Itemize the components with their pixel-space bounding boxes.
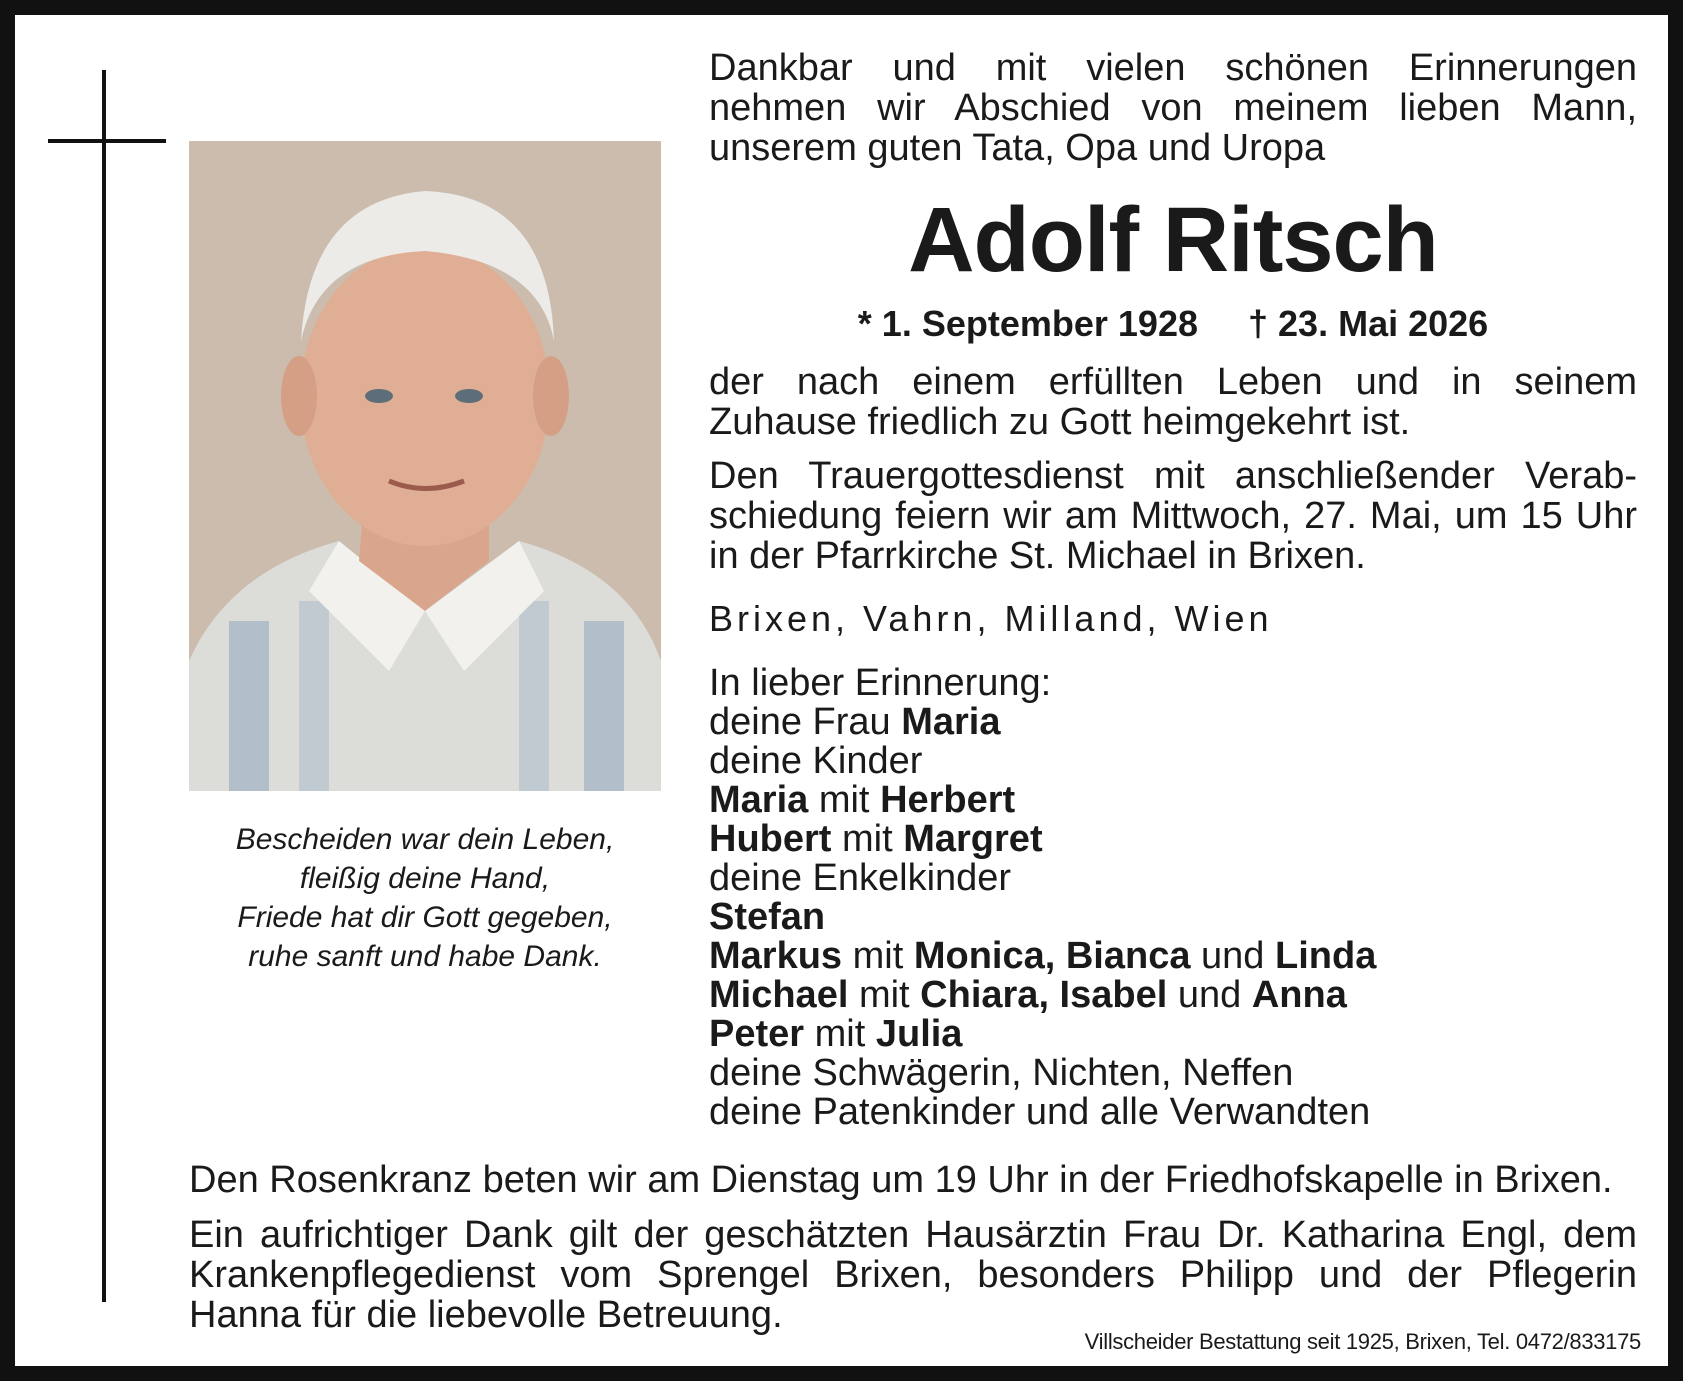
family-row: Hubert mit Margret (709, 818, 1043, 860)
passing-paragraph (709, 362, 1637, 442)
intro-line: unserem guten Tata, Opa und Uropa (709, 127, 1326, 169)
death-date: † 23. Mai 2026 (1248, 303, 1489, 344)
passing-line: der nach einem erfüllten Leben und in seinem (709, 361, 1637, 403)
verse-line: ruhe sanft und habe Dank. (248, 940, 602, 973)
thanks-line: Krankenpflegedienst vom Sprengel Brixen, besonders Philipp und der Pflegerin (189, 1254, 1637, 1296)
family-row: deine Enkelkinder (709, 857, 1012, 899)
passing-line: Zuhause friedlich zu Gott heimgekehrt ist. (709, 401, 1411, 443)
thanks-line: Hanna für die liebevolle Betreuung. (189, 1294, 783, 1336)
intro-paragraph (709, 48, 1637, 168)
life-dates (709, 302, 1637, 346)
family-row: deine Patenkinder und alle Verwandten (709, 1091, 1371, 1133)
family-row: deine Frau Maria (709, 701, 1001, 743)
service-line: in der Pfarrkirche St. Michael in Brixen. (709, 535, 1366, 577)
family-list (709, 664, 1637, 1132)
thanks-paragraph (189, 1215, 1637, 1335)
service-paragraph (709, 456, 1637, 576)
family-row: deine Schwägerin, Nichten, Neffen (709, 1052, 1294, 1094)
family-row: Markus mit Monica, Bianca und Linda (709, 935, 1377, 977)
family-row: deine Kinder (709, 740, 923, 782)
rosary-notice: Den Rosenkranz beten wir am Dienstag um 19 Uhr in der Friedhofskapelle in Brixen. (189, 1159, 1613, 1201)
cross-icon-horizontal (48, 139, 166, 143)
family-row: Stefan (709, 896, 826, 938)
birth-date: * 1. September 1928 (857, 303, 1198, 344)
intro-line: nehmen wir Abschied von meinem lieben Mann, (709, 87, 1637, 129)
portrait-photo (189, 141, 661, 791)
verse-line: Bescheiden war dein Leben, (235, 823, 615, 856)
funeral-home-credit: Villscheider Bestattung seit 1925, Brixen, Tel. 0472/833175 (1084, 1329, 1641, 1354)
family-row: Maria mit Herbert (709, 779, 1016, 821)
places-line: Brixen, Vahrn, Milland, Wien (709, 598, 1273, 639)
verse-line: fleißig deine Hand, (299, 862, 551, 895)
service-line: Den Trauergottesdienst mit anschließender Verab- (709, 455, 1637, 497)
family-row: Michael mit Chiara, Isabel und Anna (709, 974, 1347, 1016)
thanks-line: Ein aufrichtiger Dank gilt der geschätzten Hausärztin Frau Dr. Katharina Engl, dem (189, 1214, 1637, 1256)
cross-icon-vertical (102, 70, 106, 1302)
memorial-verse (189, 820, 661, 976)
service-line: schiedung feiern wir am Mittwoch, 27. Mai, um 15 Uhr (709, 495, 1637, 537)
verse-line: Friede hat dir Gott gegeben, (237, 901, 613, 934)
deceased-name: Adolf Ritsch (908, 189, 1438, 291)
family-row: Peter mit Julia (709, 1013, 963, 1055)
family-heading: In lieber Erinnerung: (709, 662, 1052, 704)
intro-line: Dankbar und mit vielen schönen Erinnerungen (709, 47, 1637, 89)
